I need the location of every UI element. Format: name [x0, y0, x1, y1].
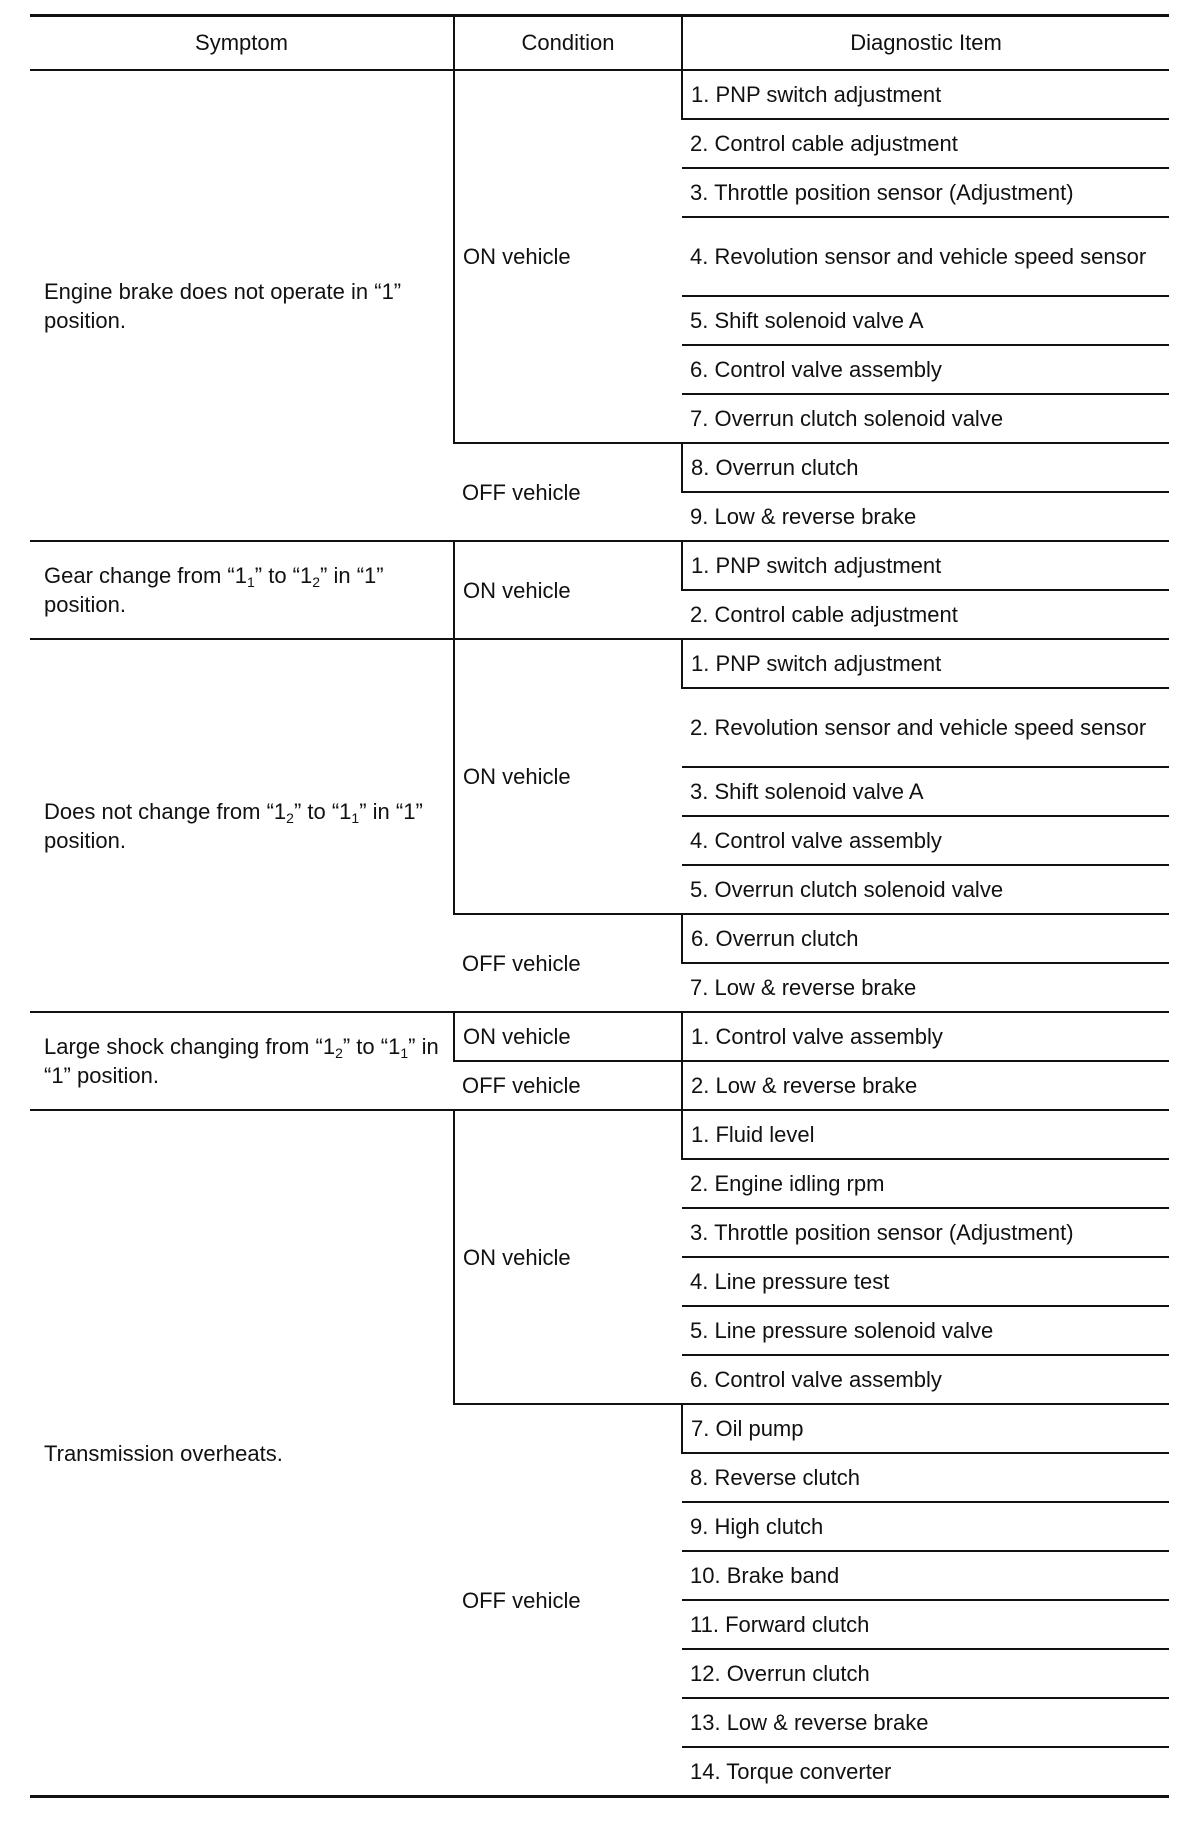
symptom-subscript: 2 — [312, 574, 321, 590]
condition-cell: ON vehicle — [454, 1110, 682, 1404]
header-row — [30, 16, 1169, 71]
symptom-text: Transmission overheats. — [44, 1440, 283, 1466]
diagnostic-item-cell: 9. High clutch — [682, 1502, 1169, 1551]
diagnostic-item-cell: 14. Torque converter — [682, 1747, 1169, 1797]
diagnostic-item-cell: 1. PNP switch adjustment — [682, 541, 1169, 590]
symptom-cell — [30, 1012, 454, 1110]
table-row — [30, 70, 1169, 119]
diagnostic-item-cell: 9. Low & reverse brake — [682, 492, 1169, 541]
diagnostic-item-cell: 7. Overrun clutch solenoid valve — [682, 394, 1169, 443]
diagnostic-item-cell: 3. Throttle position sensor (Adjustment) — [682, 168, 1169, 217]
diagnostic-item-cell: 1. PNP switch adjustment — [682, 70, 1169, 119]
table-row — [30, 541, 1169, 590]
diagnostic-item-cell: 4. Revolution sensor and vehicle speed sensor — [682, 217, 1169, 296]
condition-cell: OFF vehicle — [454, 1061, 682, 1110]
diagnostic-item-cell: 6. Control valve assembly — [682, 1355, 1169, 1404]
diagnostic-item-cell: 3. Throttle position sensor (Adjustment) — [682, 1208, 1169, 1257]
table-header — [30, 16, 1169, 71]
diagnostic-item-cell: 1. Control valve assembly — [682, 1012, 1169, 1061]
symptom-text: ” to “1 — [293, 798, 352, 824]
symptom-subscript: 1 — [246, 574, 255, 590]
symptom-text: Does not change from “1 — [44, 798, 287, 824]
symptom-cell — [30, 639, 454, 1012]
symptom-cell — [30, 541, 454, 639]
symptom-cell — [30, 70, 454, 541]
table-row — [30, 639, 1169, 688]
diagnostic-item-cell: 7. Low & reverse brake — [682, 963, 1169, 1012]
diagnostic-table — [30, 14, 1169, 1798]
diagnostic-item-cell: 1. PNP switch adjustment — [682, 639, 1169, 688]
symptom-text: ” in “1” position. — [44, 1034, 439, 1088]
condition-cell: OFF vehicle — [454, 914, 682, 1012]
diagnostic-item-cell: 3. Shift solenoid valve A — [682, 767, 1169, 816]
table-body — [30, 70, 1169, 1797]
diagnostic-item-cell: 12. Overrun clutch — [682, 1649, 1169, 1698]
diagnostic-item-cell: 4. Line pressure test — [682, 1257, 1169, 1306]
symptom-subscript: 1 — [351, 809, 360, 826]
diagnostic-item-cell: 8. Overrun clutch — [682, 443, 1169, 492]
diagnostic-item-cell: 2. Control cable adjustment — [682, 590, 1169, 639]
diagnostic-item-cell: 5. Line pressure solenoid valve — [682, 1306, 1169, 1355]
diagnostic-item-cell: 5. Overrun clutch solenoid valve — [682, 865, 1169, 914]
diagnostic-item-cell: 1. Fluid level — [682, 1110, 1169, 1159]
symptom-subscript: 1 — [400, 1045, 409, 1061]
diagnostic-item-cell: 6. Control valve assembly — [682, 345, 1169, 394]
table-row — [30, 1110, 1169, 1159]
diagnostic-item-cell: 2. Revolution sensor and vehicle speed sensor — [682, 688, 1169, 767]
condition-cell: OFF vehicle — [454, 1404, 682, 1797]
condition-cell: ON vehicle — [454, 639, 682, 914]
symptom-text: Large shock changing from “1 — [44, 1034, 336, 1059]
header-diagnostic-item: Diagnostic Item — [682, 16, 1169, 71]
condition-cell: OFF vehicle — [454, 443, 682, 541]
header-symptom: Symptom — [30, 16, 454, 71]
diagnostic-item-cell: 7. Oil pump — [682, 1404, 1169, 1453]
diagnostic-item-cell: 6. Overrun clutch — [682, 914, 1169, 963]
diagnostic-item-cell: 10. Brake band — [682, 1551, 1169, 1600]
condition-cell: ON vehicle — [454, 70, 682, 443]
condition-cell: ON vehicle — [454, 1012, 682, 1061]
header-condition: Condition — [454, 16, 682, 71]
diagnostic-item-cell: 2. Engine idling rpm — [682, 1159, 1169, 1208]
diagnostic-item-cell: 4. Control valve assembly — [682, 816, 1169, 865]
symptom-text: ” in “1” position. — [44, 563, 384, 617]
diagnostic-table-page — [30, 14, 1169, 1798]
diagnostic-item-cell: 11. Forward clutch — [682, 1600, 1169, 1649]
diagnostic-item-cell: 5. Shift solenoid valve A — [682, 296, 1169, 345]
symptom-text: ” to “1 — [254, 563, 313, 588]
condition-cell: ON vehicle — [454, 541, 682, 639]
symptom-text: ” to “1 — [342, 1034, 401, 1059]
diagnostic-item-cell: 2. Low & reverse brake — [682, 1061, 1169, 1110]
symptom-cell — [30, 1110, 454, 1797]
table-row — [30, 1012, 1169, 1061]
diagnostic-item-cell: 8. Reverse clutch — [682, 1453, 1169, 1502]
symptom-subscript: 2 — [335, 1045, 343, 1061]
symptom-text: Gear change from “1 — [44, 563, 247, 588]
diagnostic-item-cell: 13. Low & reverse brake — [682, 1698, 1169, 1747]
diagnostic-item-cell: 2. Control cable adjustment — [682, 119, 1169, 168]
symptom-subscript: 2 — [286, 809, 294, 826]
symptom-text: Engine brake does not operate in “1” position. — [44, 278, 402, 333]
symptom-text: ” in “1” position. — [44, 798, 423, 853]
